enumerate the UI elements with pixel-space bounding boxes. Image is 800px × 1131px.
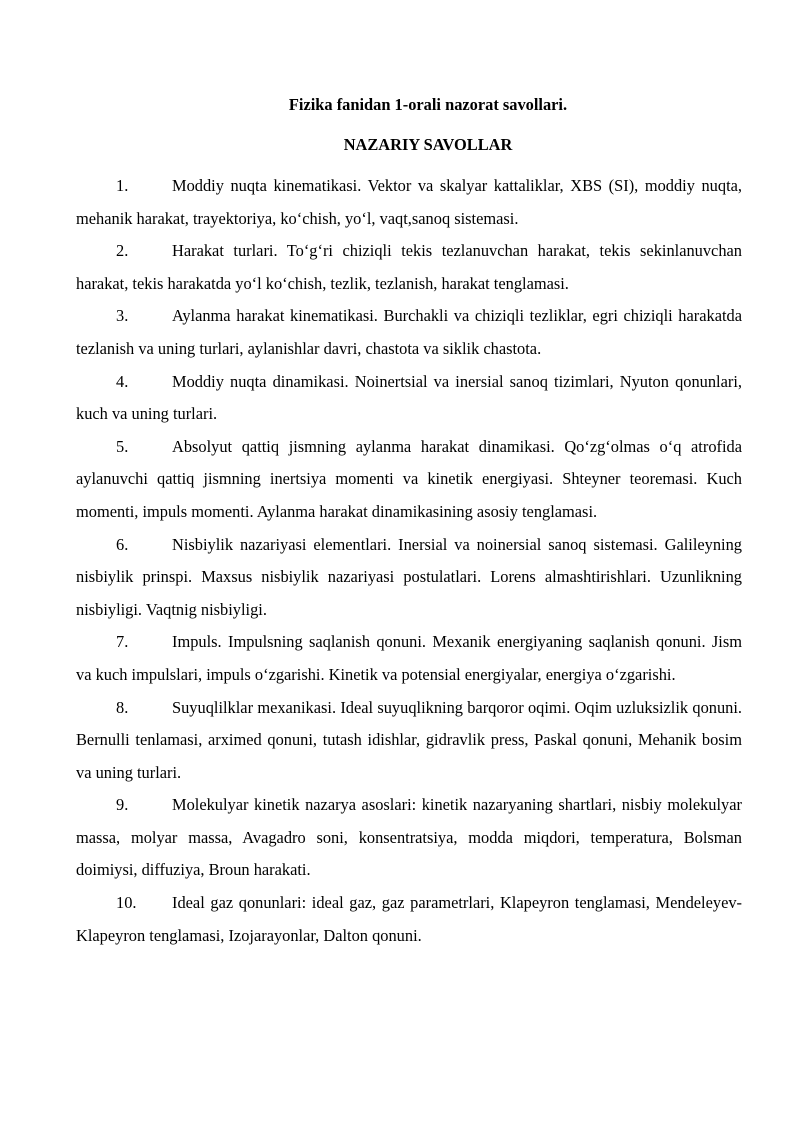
item-text: Harakat turlari. To‘g‘ri chiziqli tekis tezlanuvchan harakat, tekis sekinlanuvchan harakat, tekis harakatda yo‘l ko‘chish, tezlik, tezlanish, harakat tenglamasi. <box>76 241 742 293</box>
list-item <box>76 366 742 431</box>
list-item <box>76 431 742 529</box>
item-number: 8. <box>116 697 129 717</box>
section-heading: NAZARIY SAVOLLAR <box>343 135 513 154</box>
list-item <box>76 170 742 235</box>
item-number: 6. <box>116 534 129 554</box>
item-number: 3. <box>116 306 129 326</box>
item-number: 7. <box>116 632 129 652</box>
item-text: Aylanma harakat kinematikasi. Burchakli va chiziqli tezliklar, egri chiziqli harakatda tezlanish va uning turlari, aylanishlar davri, chastota va siklik chastota. <box>76 306 742 358</box>
item-text: Suyuqlilklar mexanikasi. Ideal suyuqlikning barqoror oqimi. Oqim uzluksizlik qonuni. Bernulli tenlamasi, arximed qonuni, tutash idishlar, gidravlik press, Paskal qonuni, Mehanik bosim va uning turlari. <box>76 697 742 782</box>
item-text: Impuls. Impulsning saqlanish qonuni. Mexanik energiyaning saqlanish qonuni. Jism va kuch impulslari, impuls o‘zgarishi. Kinetik va potensial energiyalar, energiya o‘zgarishi. <box>76 632 742 684</box>
item-number: 5. <box>116 436 129 456</box>
list-item <box>76 789 742 887</box>
list-item <box>76 626 742 691</box>
item-text: Ideal gaz qonunlari: ideal gaz, gaz parametrlari, Klapeyron tenglamasi, Mendeleyev-Klapeyron tenglamasi, Izojarayonlar, Dalton qonuni. <box>76 893 742 945</box>
list-item <box>76 235 742 300</box>
list-item <box>76 692 742 790</box>
item-number: 1. <box>116 176 129 195</box>
item-text: Absolyut qattiq jismning aylanma harakat dinamikasi. Qo‘zg‘olmas o‘q atrofida aylanuvchi qattiq jismning inertsiya momenti va kinetik energiyasi. Shteyner teoremasi. Kuch momenti, impuls momenti. Aylanma harakat dinamikasining asosiy tenglamasi. <box>76 436 742 521</box>
item-text: Nisbiylik nazariyasi elementlari. Inersial va noinersial sanoq sistemasi. Galileyning nisbiylik prinspi. Maxsus nisbiylik nazariyasi postulatlari. Lorens almashtirishlari. Uzunlikning nisbiyligi. Vaqtnig nisbiyligi. <box>76 534 742 619</box>
page-title: Fizika fanidan 1-orali nazorat savollari. <box>288 95 568 114</box>
item-number: 9. <box>116 795 129 815</box>
list-item <box>76 887 742 952</box>
item-text: Moddiy nuqta kinematikasi. Vektor va skalyar kattaliklar, XBS (SI), moddiy nuqta, mehanik harakat, trayektoriya, ko‘chish, yo‘l, vaqt,sanoq sistemasi. <box>76 176 742 228</box>
list-item <box>76 300 742 365</box>
item-number: 10. <box>116 893 137 913</box>
item-text: Molekulyar kinetik nazarya asoslari: kinetik nazaryaning shartlari, nisbiy molekulyar massa, molyar massa, Avagadro soni, konsentratsiya, modda miqdori, temperatura, Bolsman doimiysi, diffuziya, Broun harakati. <box>76 795 742 880</box>
item-number: 4. <box>116 371 129 391</box>
item-text: Moddiy nuqta dinamikasi. Noinertsial va inersial sanoq tizimlari, Nyuton qonunlari, kuch va uning turlari. <box>76 371 742 424</box>
item-number: 2. <box>116 241 129 261</box>
question-list <box>76 170 742 952</box>
list-item <box>76 529 742 627</box>
